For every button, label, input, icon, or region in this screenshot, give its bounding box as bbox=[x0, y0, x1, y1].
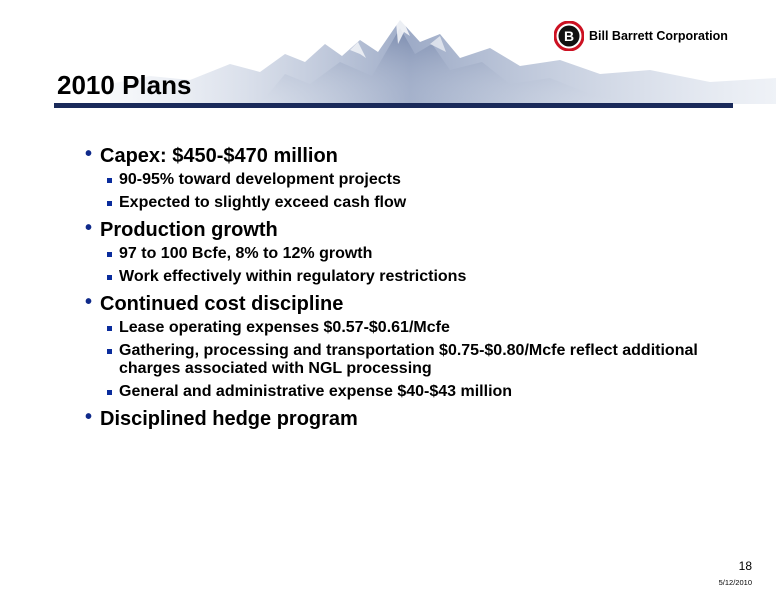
title-underline bbox=[54, 103, 733, 108]
sub-bullet-item bbox=[106, 383, 744, 401]
bullet-dot-icon: • bbox=[85, 143, 93, 165]
sub-bullet-text: General and administrative expense $40-$43 million bbox=[119, 383, 513, 400]
bullet-item bbox=[84, 144, 744, 168]
sub-bullet-list bbox=[106, 245, 744, 286]
sub-bullet-item bbox=[106, 319, 744, 337]
square-bullet-icon bbox=[107, 390, 112, 395]
sub-bullet-list bbox=[106, 171, 744, 212]
bullet-group bbox=[84, 218, 744, 286]
sub-bullet-item bbox=[106, 171, 744, 189]
sub-bullet-item bbox=[106, 342, 744, 378]
bullet-item bbox=[84, 407, 744, 431]
slide-title: 2010 Plans bbox=[57, 70, 192, 100]
sub-bullet-item bbox=[106, 194, 744, 212]
square-bullet-icon bbox=[107, 349, 112, 354]
square-bullet-icon bbox=[107, 178, 112, 183]
svg-text:B: B bbox=[563, 28, 575, 44]
sub-bullet-item bbox=[106, 268, 744, 286]
bullet-item bbox=[84, 292, 744, 316]
sub-bullet-text: Gathering, processing and transportation $0.75-$0.80/Mcfe reflect additional charges associated with NGL processing bbox=[119, 342, 698, 377]
company-name: Bill Barrett Corporation bbox=[589, 29, 728, 43]
bullet-item bbox=[84, 218, 744, 242]
bullet-dot-icon: • bbox=[85, 406, 93, 428]
bullet-dot-icon: • bbox=[85, 291, 93, 313]
square-bullet-icon bbox=[107, 326, 112, 331]
bill-barrett-logo-icon bbox=[554, 21, 584, 51]
sub-bullet-text: Expected to slightly exceed cash flow bbox=[119, 194, 407, 211]
bullet-dot-icon: • bbox=[85, 217, 93, 239]
square-bullet-icon bbox=[107, 275, 112, 280]
sub-bullet-item bbox=[106, 245, 744, 263]
sub-bullet-text: 97 to 100 Bcfe, 8% to 12% growth bbox=[119, 245, 373, 262]
square-bullet-icon bbox=[107, 252, 112, 257]
bullet-list bbox=[84, 144, 744, 437]
bullet-text: Disciplined hedge program bbox=[100, 408, 358, 430]
bullet-text: Production growth bbox=[100, 219, 278, 241]
slide-date: 5/12/2010 bbox=[718, 578, 752, 587]
bullet-group bbox=[84, 144, 744, 212]
bullet-text: Continued cost discipline bbox=[100, 293, 344, 315]
bullet-group bbox=[84, 292, 744, 401]
sub-bullet-text: Lease operating expenses $0.57-$0.61/Mcfe bbox=[119, 319, 450, 336]
sub-bullet-text: Work effectively within regulatory restrictions bbox=[119, 268, 467, 285]
page-number: 18 bbox=[738, 559, 752, 573]
sub-bullet-text: 90-95% toward development projects bbox=[119, 171, 401, 188]
bullet-text: Capex: $450-$470 million bbox=[100, 145, 338, 167]
company-logo bbox=[554, 20, 728, 52]
bullet-group bbox=[84, 407, 744, 431]
sub-bullet-list bbox=[106, 319, 744, 401]
square-bullet-icon bbox=[107, 201, 112, 206]
